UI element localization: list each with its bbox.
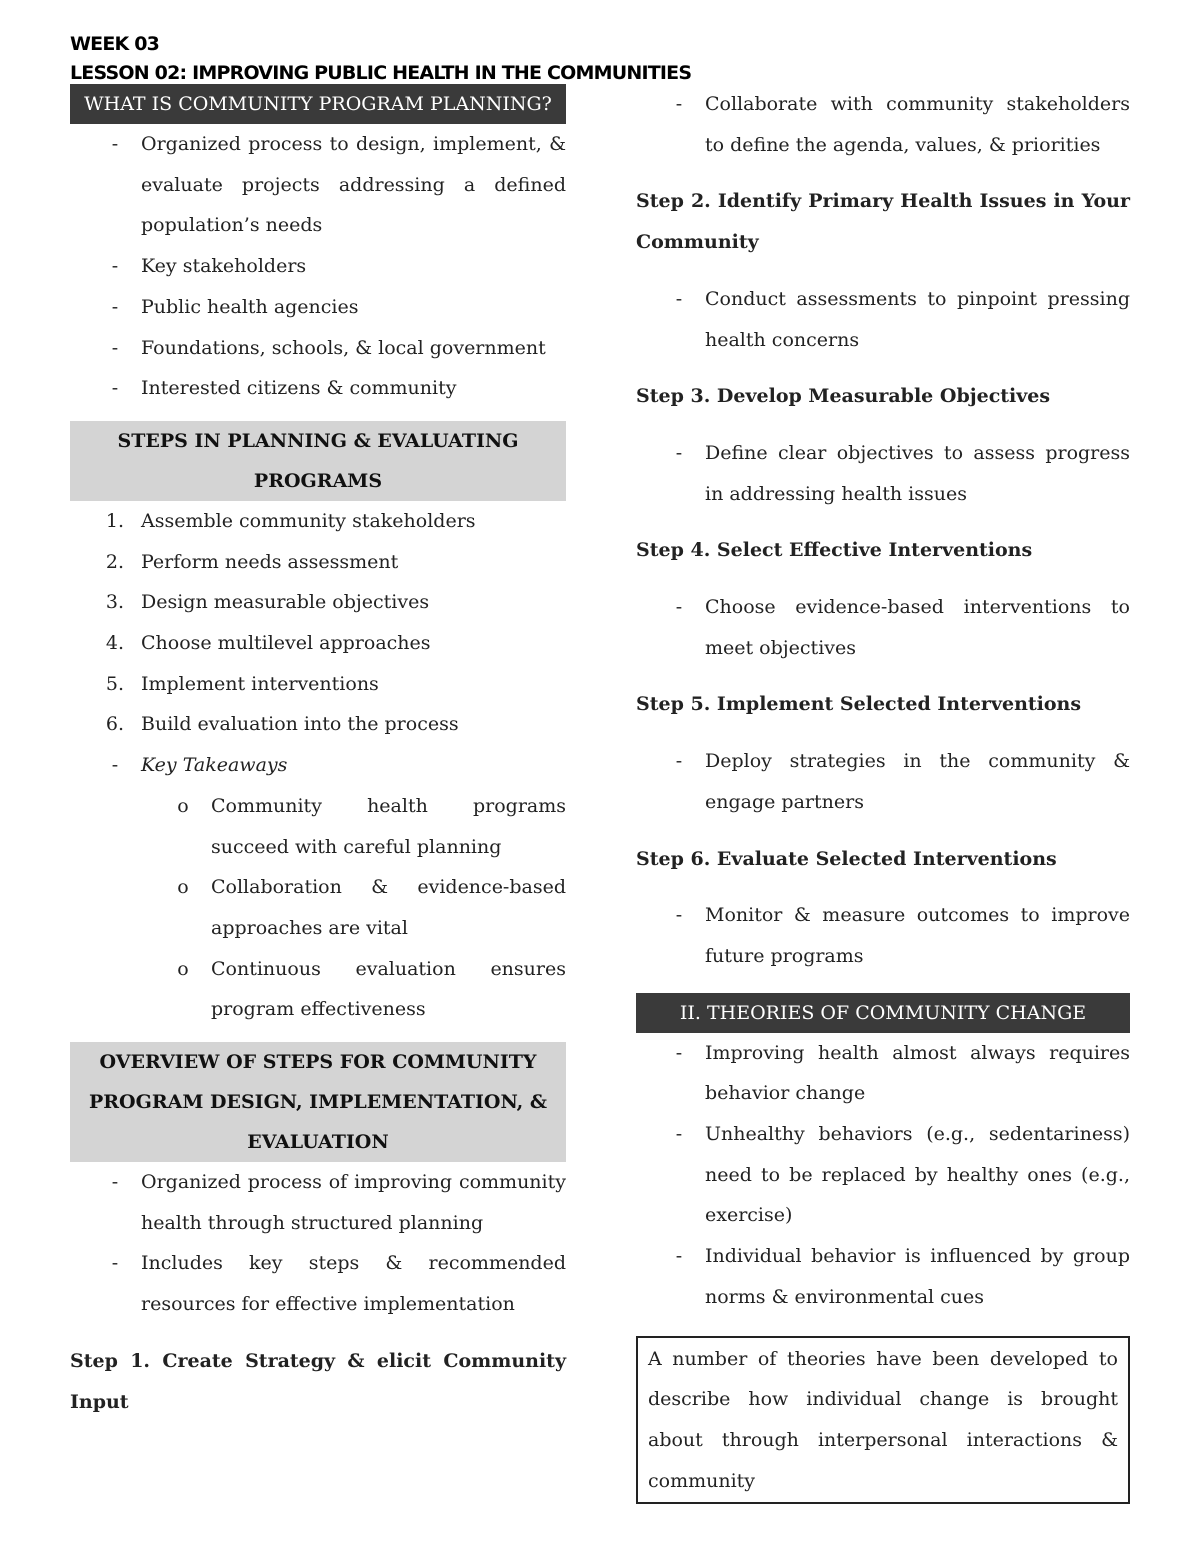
dash-marker: -	[111, 377, 119, 400]
list-item: - Conduct assessments to pinpoint pressing health concerns	[636, 279, 1130, 360]
takeaway-item: o Continuous evaluation ensures program effectiveness	[70, 949, 566, 1030]
list-item: - Includes key steps & recommended resources for effective implementation	[70, 1243, 566, 1324]
step-4-heading: Step 4. Select Effective Interventions	[636, 539, 1033, 562]
dash-marker: -	[675, 904, 683, 927]
list-item: - Collaborate with community stakeholders to define the agenda, values, & priorities	[636, 84, 1130, 165]
list-item: - Monitor & measure outcomes to improve future programs	[636, 895, 1130, 976]
list-item: - Key stakeholders	[70, 246, 566, 287]
key-takeaways-label: Key Takeaways	[141, 754, 288, 777]
list-item: - Unhealthy behaviors (e.g., sedentariness) need to be replaced by healthy ones (e.g., exercise)	[636, 1114, 1130, 1236]
list-item: - Public health agencies	[70, 287, 566, 328]
dash-marker: -	[675, 1245, 683, 1268]
dash-marker: -	[111, 1252, 119, 1275]
numbered-item: 4. Choose multilevel approaches	[70, 623, 566, 664]
lesson-title: LESSON 02: IMPROVING PUBLIC HEALTH IN THE COMMUNITIES	[70, 62, 692, 84]
document-header	[70, 30, 691, 88]
dash-marker: -	[111, 133, 119, 155]
step-3-heading: Step 3. Develop Measurable Objectives	[636, 385, 1051, 408]
circle-marker: o	[177, 957, 189, 980]
list-item: - Choose evidence-based interventions to meet objectives	[636, 587, 1130, 668]
dash-marker: -	[675, 441, 683, 464]
section-heading-overview-steps: OVERVIEW OF STEPS FOR COMMUNITY PROGRAM DESIGN, IMPLEMENTATION, & EVALUATION	[70, 1042, 566, 1162]
dash-marker: -	[675, 750, 683, 773]
section-heading-steps-planning: STEPS IN PLANNING & EVALUATING PROGRAMS	[70, 421, 566, 501]
section1-list	[70, 124, 566, 409]
dash-marker: -	[675, 1123, 683, 1146]
theories-callout-box: A number of theories have been developed to describe how individual change is brought about through interpersonal interactions & community	[636, 1336, 1130, 1505]
left-column	[70, 84, 566, 1422]
circle-marker: o	[177, 876, 189, 899]
dash-marker: -	[675, 287, 683, 310]
numbered-item: 6. Build evaluation into the process	[70, 704, 566, 745]
overview-list	[70, 1162, 566, 1325]
number-marker: 6.	[105, 713, 125, 736]
dash-marker: -	[111, 754, 119, 777]
numbered-item: 3. Design measurable objectives	[70, 582, 566, 623]
week-label: WEEK 03	[70, 33, 160, 55]
circle-marker: o	[177, 794, 189, 817]
dash-marker: -	[675, 93, 683, 115]
dash-marker: -	[675, 1041, 683, 1064]
numbered-item: 5. Implement interventions	[70, 664, 566, 705]
step-1-heading: Step 1. Create Strategy & elicit Community Input	[70, 1349, 566, 1413]
number-marker: 3.	[105, 591, 125, 614]
section-heading-theories: II. THEORIES OF COMMUNITY CHANGE	[636, 993, 1130, 1033]
step-2-heading: Step 2. Identify Primary Health Issues in Your Community	[636, 190, 1130, 254]
step-5-heading: Step 5. Implement Selected Interventions	[636, 693, 1082, 716]
theories-list	[636, 1033, 1130, 1318]
dash-marker: -	[111, 295, 119, 318]
dash-marker: -	[675, 596, 683, 619]
list-item: - Interested citizens & community	[70, 368, 566, 409]
list-item: - Deploy strategies in the community & engage partners	[636, 741, 1130, 822]
steps-numbered-list	[70, 501, 566, 1030]
section-heading-community-program-planning: WHAT IS COMMUNITY PROGRAM PLANNING?	[70, 84, 566, 124]
number-marker: 1.	[105, 509, 125, 532]
numbered-item: 1. Assemble community stakeholders	[70, 501, 566, 542]
step-6-heading: Step 6. Evaluate Selected Interventions	[636, 847, 1057, 870]
takeaway-item: o Community health programs succeed with careful planning	[70, 786, 566, 867]
list-item: - Organized process of improving community health through structured planning	[70, 1162, 566, 1243]
number-marker: 2.	[105, 550, 125, 573]
number-marker: 4.	[105, 632, 125, 655]
dash-marker: -	[111, 1171, 119, 1194]
list-item: - Foundations, schools, & local government	[70, 328, 566, 369]
number-marker: 5.	[105, 672, 125, 695]
right-column	[636, 84, 1130, 1504]
list-item: - Define clear objectives to assess progress in addressing health issues	[636, 433, 1130, 514]
dash-marker: -	[111, 336, 119, 359]
list-item: - Organized process to design, implement, & evaluate projects addressing a defined population’s needs	[70, 124, 566, 246]
list-item-key-takeaways	[70, 745, 566, 786]
list-item: - Improving health almost always requires behavior change	[636, 1033, 1130, 1114]
list-item: - Individual behavior is influenced by group norms & environmental cues	[636, 1236, 1130, 1317]
takeaway-item: o Collaboration & evidence-based approaches are vital	[70, 867, 566, 948]
numbered-item: 2. Perform needs assessment	[70, 542, 566, 583]
dash-marker: -	[111, 255, 119, 278]
